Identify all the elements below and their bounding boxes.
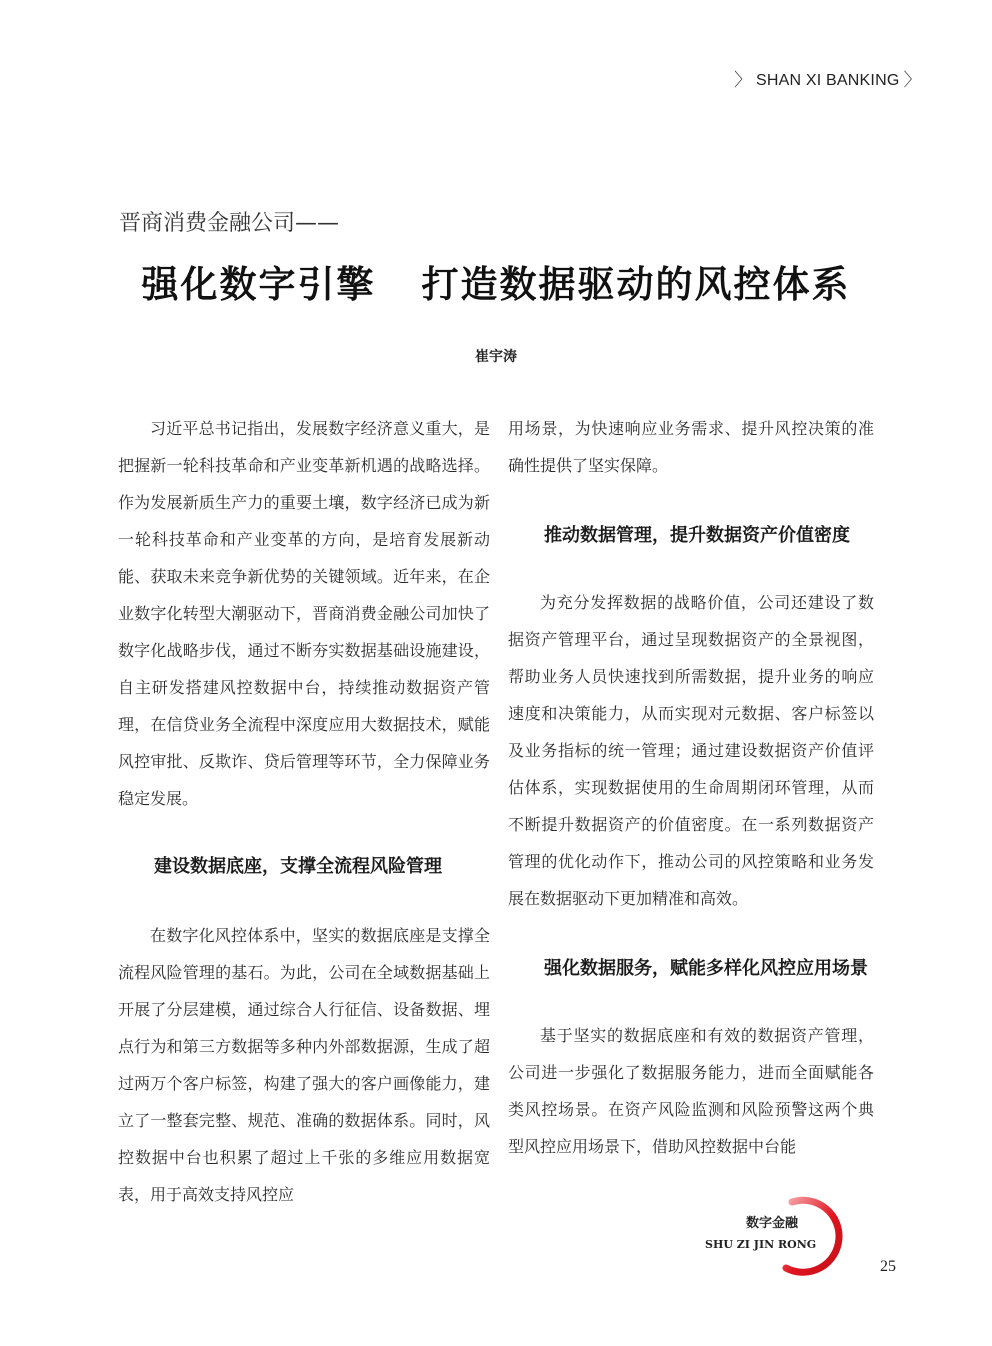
left-column: [118, 410, 490, 1213]
article-subtitle: 晋商消费金融公司——: [119, 211, 340, 236]
section3-heading: 强化数据服务，赋能多样化风控应用场景: [544, 958, 868, 979]
continuation-paragraph: 用场景，为快速响应业务需求、提升风控决策的准确性提供了坚实保障。: [508, 419, 874, 475]
red-arc-icon: [772, 1196, 854, 1276]
article-title-part1: 强化数字引擎: [141, 262, 376, 306]
column-name-en: SHU ZI JIN RONG: [705, 1238, 817, 1251]
section3-paragraph: 基于坚实的数据底座和有效的数据资产管理，公司进一步强化了数据服务能力，进而全面赋能各类风控场景。在资产风险监测和风险预警这两个典型风控应用场景下，借助风控数据中台能: [508, 1026, 874, 1156]
page-number: 25: [880, 1258, 896, 1275]
column-name-cn: 数字金融: [746, 1216, 799, 1231]
section2-heading: 推动数据管理，提升数据资产价值密度: [544, 525, 850, 546]
journal-section-tag: [734, 70, 921, 92]
section2-paragraph: 为充分发挥数据的战略价值，公司还建设了数据资产管理平台，通过呈现数据资产的全景视图，帮助业务人员快速找到所需数据，提升业务的响应速度和决策能力，从而实现对元数据、客户标签以及业务指标的统一管理；通过建设数据资产价值评估体系，实现数据使用的生命周期闭环管理，从而不断提升数据资产的价值密度。在一系列数据资产管理的优化动作下，推动公司的风控策略和业务发展在数据驱动下更加精准和高效。: [508, 593, 874, 908]
right-column: [508, 410, 874, 1165]
article-title: [0, 254, 992, 308]
tag-right-bracket: 〉: [903, 70, 922, 91]
column-logo: [700, 1196, 860, 1276]
section1-heading: 建设数据底座，支撑全流程风险管理: [154, 856, 442, 877]
section1-paragraph: 在数字化风控体系中，坚实的数据底座是支撑全流程风险管理的基石。为此，公司在全域数据基础上开展了分层建模，通过综合人行征信、设备数据、埋点行为和第三方数据等多种内外部数据源，生成了超过两万个客户标签，构建了强大的客户画像能力，建立了一整套完整、规范、准确的数据体系。同时，风控数据中台也积累了超过上千张的多维应用数据宽表，用于高效支持风控应: [118, 926, 490, 1204]
tag-left-bracket: 〉: [734, 70, 752, 91]
journal-section-label: SHAN XI BANKING: [756, 72, 900, 89]
intro-paragraph: 习近平总书记指出，发展数字经济意义重大，是把握新一轮科技革命和产业变革新机遇的战略选择。作为发展新质生产力的重要土壤，数字经济已成为新一轮科技革命和产业变革的方向，是培育发展新动能、获取未来竞争新优势的关键领域。近年来，在企业数字化转型大潮驱动下，晋商消费金融公司加快了数字化战略步伐，通过不断夯实数据基础设施建设，自主研发搭建风控数据中台，持续推动数据资产管理，在信贷业务全流程中深度应用大数据技术，赋能风控审批、反欺诈、贷后管理等环节，全力保障业务稳定发展。: [118, 419, 490, 808]
article-author: 崔宇涛: [475, 349, 517, 365]
article-title-part2: 打造数据驱动的风控体系: [421, 262, 851, 306]
